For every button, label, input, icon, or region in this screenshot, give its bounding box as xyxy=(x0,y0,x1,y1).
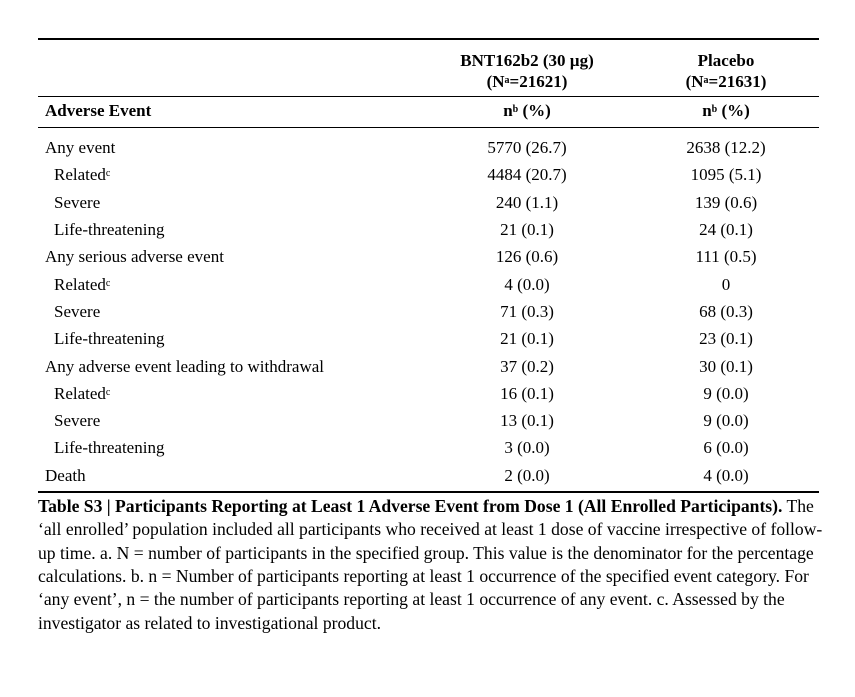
placebo-value: 68 (0.3) xyxy=(699,301,753,321)
bnt162b2-value: 4 (0.0) xyxy=(504,274,550,294)
bnt162b2-value: 2 (0.0) xyxy=(421,462,633,492)
event-label xyxy=(38,380,421,407)
footnote-marker: c xyxy=(105,386,111,398)
placebo-value: 24 (0.1) xyxy=(699,220,753,240)
column-n-count xyxy=(633,71,819,92)
stat-n: n xyxy=(503,101,513,120)
table-row xyxy=(38,298,819,325)
bnt162b2-value: 16 (0.1) xyxy=(500,383,554,403)
column-title: BNT162b2 (30 µg) xyxy=(460,51,594,70)
placebo-value: 4 (0.0) xyxy=(633,462,819,492)
event-label-text: Life-threatening xyxy=(54,438,165,458)
column-header-bnt162b2 xyxy=(421,40,633,97)
column-n-count xyxy=(421,71,633,92)
placebo-value: 9 (0.0) xyxy=(703,383,749,403)
bnt162b2-value: 4484 (20.7) xyxy=(487,165,567,185)
event-label xyxy=(38,270,421,297)
n-prefix: (N xyxy=(486,72,505,91)
n-prefix: (N xyxy=(685,72,704,91)
event-label xyxy=(38,407,421,434)
bnt162b2-value: 37 (0.2) xyxy=(500,356,554,376)
bnt162b2-value: 3 (0.0) xyxy=(504,438,550,458)
bnt162b2-value: 21 (0.1) xyxy=(500,329,554,349)
table-row xyxy=(38,352,819,379)
event-label-text: Severe xyxy=(54,192,101,212)
empty-header-cell xyxy=(38,40,421,97)
event-label-text: Severe xyxy=(54,301,101,321)
caption-body: The ‘all enrolled’ population included all participants who received at least 1 dose of vaccine irrespective of follow-up time. a. N = number of participants in the specified group. This value is the denominator for the percentage calculations. b. n = Number of participants reporting at least 1 occurrence of the specified event category. For ‘any event’, n = the number of participants reporting at least 1 occurrence of any event. c. Assessed by the investigator as related to investigational product. xyxy=(38,495,823,633)
event-label-text: Related xyxy=(54,165,106,185)
table-row xyxy=(38,325,819,352)
event-label-text: Severe xyxy=(54,411,101,431)
placebo-value: 111 (0.5) xyxy=(695,247,757,267)
event-label-text: Any adverse event leading to withdrawal xyxy=(45,356,324,376)
table-row xyxy=(38,380,819,407)
event-label xyxy=(38,298,421,325)
event-label xyxy=(38,352,421,379)
stat-percent: (%) xyxy=(518,101,551,120)
n-value: =21621) xyxy=(509,72,568,91)
table-row xyxy=(38,434,819,461)
placebo-value: 30 (0.1) xyxy=(699,356,753,376)
event-label-text: Related xyxy=(54,274,106,294)
bnt162b2-value: 240 (1.1) xyxy=(495,192,559,212)
table-figure xyxy=(38,38,823,635)
table-row xyxy=(38,407,819,434)
event-label xyxy=(38,325,421,352)
event-label-text: Life-threatening xyxy=(54,220,165,240)
table-body xyxy=(38,128,819,492)
stat-header-placebo xyxy=(633,97,819,128)
placebo-value: 9 (0.0) xyxy=(703,411,749,431)
table-row xyxy=(38,270,819,297)
event-label xyxy=(38,189,421,216)
placebo-value: 6 (0.0) xyxy=(703,438,749,458)
placebo-value: 1095 (5.1) xyxy=(690,165,762,185)
event-label xyxy=(38,434,421,461)
stat-n: n xyxy=(702,101,712,120)
footnote-marker: a xyxy=(504,75,510,86)
event-label-text: Related xyxy=(54,383,106,403)
placebo-value: 23 (0.1) xyxy=(699,329,753,349)
event-label-text: Life-threatening xyxy=(54,329,165,349)
footnote-marker: c xyxy=(105,277,111,289)
table-row xyxy=(38,243,819,270)
bnt162b2-value: 21 (0.1) xyxy=(500,220,554,240)
bnt162b2-value: 71 (0.3) xyxy=(500,301,554,321)
footnote-marker: a xyxy=(703,75,709,86)
column-group-header-row xyxy=(38,40,819,97)
column-header-placebo xyxy=(633,40,819,97)
stat-percent: (%) xyxy=(717,101,750,120)
placebo-value: 139 (0.6) xyxy=(694,192,758,212)
event-label xyxy=(38,128,421,162)
table-row xyxy=(38,462,819,492)
bnt162b2-value: 126 (0.6) xyxy=(495,247,559,267)
event-label xyxy=(38,216,421,243)
column-title: Placebo xyxy=(697,51,755,70)
event-label-text: Death xyxy=(45,465,86,485)
bnt162b2-value: 13 (0.1) xyxy=(500,411,554,431)
table-row xyxy=(38,216,819,243)
adverse-event-table xyxy=(38,38,819,493)
event-label xyxy=(38,243,421,270)
table-caption xyxy=(38,495,823,635)
column-subheader-row xyxy=(38,97,819,128)
n-value: =21631) xyxy=(708,72,767,91)
event-label-text: Any serious adverse event xyxy=(45,247,224,267)
footnote-marker: c xyxy=(105,168,111,180)
bnt162b2-value: 5770 (26.7) xyxy=(487,138,567,158)
event-label xyxy=(38,161,421,188)
placebo-value: 0 xyxy=(721,274,731,294)
table-row xyxy=(38,161,819,188)
table-row xyxy=(38,189,819,216)
stat-header-bnt162b2 xyxy=(421,97,633,128)
event-label xyxy=(38,462,421,492)
footnote-marker: b xyxy=(512,104,519,115)
footnote-marker: b xyxy=(711,104,718,115)
caption-title: Table S3 | Participants Reporting at Least 1 Adverse Event from Dose 1 (All Enrolled Participants). xyxy=(38,495,783,516)
table-row xyxy=(38,128,819,162)
row-header-adverse-event: Adverse Event xyxy=(38,97,421,128)
event-label-text: Any event xyxy=(45,138,116,158)
placebo-value: 2638 (12.2) xyxy=(686,138,766,158)
